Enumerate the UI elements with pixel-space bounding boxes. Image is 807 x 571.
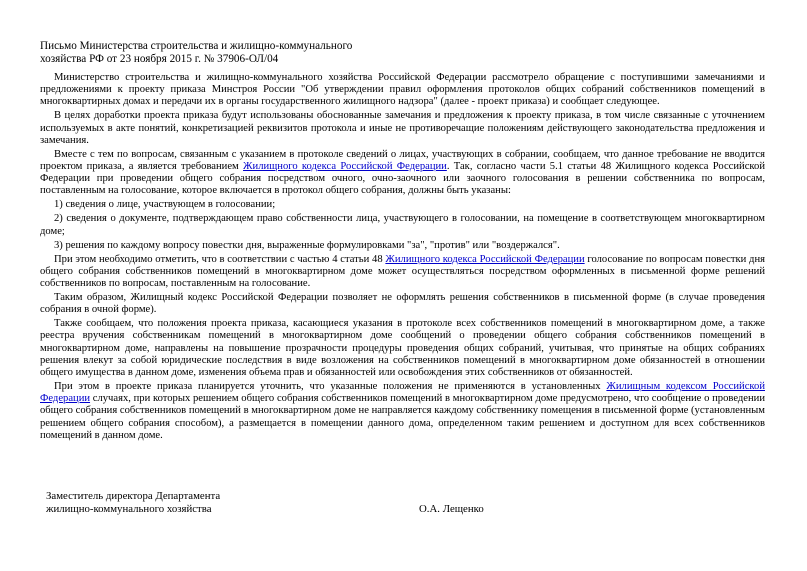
paragraph-4-text-a: При этом необходимо отметить, что в соответствии с частью 4 статьи 48 (54, 253, 386, 265)
paragraph-7 (40, 381, 765, 442)
paragraph-5: Таким образом, Жилищный кодекс Российской Федерации позволяет не оформлять решения собственников в письменной форме (в случае проведения собрания в очной форме). (40, 292, 765, 316)
list-item-3: 3) решения по каждому вопросу повестки дня, выраженные формулировками "за", "против" или "воздержался". (54, 239, 560, 251)
document-title (40, 40, 440, 66)
paragraph-4 (40, 254, 765, 291)
paragraph-7-text-b: случаях, при которых решением общего собрания собственников помещений в многоквартирном доме предусмотрено, что сообщение о проведении общего собрания собственников помещений в многоквартирном доме не направляется каждому собственнику помещения в письменной форме (установленным решением общего собрания способом), а размещается в помещении данного дома, определенном таким решением и доступном для всех собственников помещений в данном доме. (40, 393, 765, 441)
signatory-position-line-2: жилищно-коммунального хозяйства (46, 503, 212, 515)
paragraph-4-text-b: голосование по вопросам повестки дня общего собрания собственников помещений в многоквартирном доме может осуществляться посредством оформленных в письменной форме решений собственников по вопросам, поставленным на голосование. (40, 253, 765, 290)
housing-code-link-3[interactable]: Жилищным кодексом Российской Федерации (40, 381, 765, 405)
signatory-name: О.А. Лещенко (419, 503, 484, 515)
paragraph-7-text-a: При этом в проекте приказа планируется уточнить, что указанные положения не применяются в установленных (54, 381, 607, 393)
document-body (40, 72, 765, 444)
signatory-position (46, 490, 346, 516)
paragraph-1: Министерство строительства и жилищно-коммунального хозяйства Российской Федерации рассмотрело обращение с поступившими замечаниями и предложениями к проекту приказа Минстроя России "Об утверждении правил оформления протоколов общих собраний собственников помещений в многоквартирных домах и передачи их в органы государственного жилищного надзора" (далее - проект приказа) и сообщает следующее. (40, 72, 765, 108)
title-line-1: Письмо Министерства строительства и жилищно-коммунального (40, 40, 353, 52)
paragraph-6: Также сообщаем, что положения проекта приказа, касающиеся указания в протоколе всех собственников помещений в многоквартирном доме, а также реестра вручения собственникам помещений в многоквартирном доме сообщений о проведении общего собрания собственников помещений в многоквартирном доме, направлены на повышение прозрачности процедуры проведения общих собраний, учитывая, что принятые на общих собраниях решения влекут за собой юридические последствия в виде возложения на собственников помещений в многоквартирном доме обязанностей в отношении общего имущества в данном доме, изменения объема прав и обязанностей или освобождения этих собственников от обязанностей. (40, 318, 765, 379)
paragraph-2: В целях доработки проекта приказа будут использованы обоснованные замечания и предложения к проекту приказа, в том числе связанные с уточнением используемых в акте понятий, конкретизацией реквизитов протокола и иные не противоречащие положениям действующего законодательства предложения и замечания. (40, 110, 765, 146)
list-item-1: 1) сведения о лице, участвующем в голосовании; (54, 199, 276, 211)
paragraph-3-text-a: Вместе с тем по вопросам, связанным с указанием в протоколе сведений о лицах, участвующих в собрании, сообщаем, что данное требование не вводится проектом приказа, а является требованием (40, 148, 765, 173)
signatory-position-line-1: Заместитель директора Департамента (46, 490, 221, 502)
title-line-2: хозяйства РФ от 23 ноября 2015 г. № 37906-ОЛ/04 (40, 53, 279, 66)
list-item-2: 2) сведения о документе, подтверждающем право собственности лица, участвующего в голосовании, на помещение в соответствующем многоквартирном доме; (40, 213, 765, 237)
paragraph-3-text-b: . Так, согласно части 5.1 статьи 48 Жилищного кодекса Российской Федерации при проведении общего собрания посредством очного, очно-заочного или заочного голосования в решении собственника по вопросам, поставленным на голосование, которое включается в протокол общего собрания, должны быть указаны: (40, 161, 765, 197)
housing-code-link-2[interactable]: Жилищного кодекса Российской Федерации (385, 253, 585, 265)
housing-code-link-1[interactable]: Жилищного кодекса Российской Федерации (243, 161, 447, 173)
paragraph-3 (40, 149, 765, 198)
